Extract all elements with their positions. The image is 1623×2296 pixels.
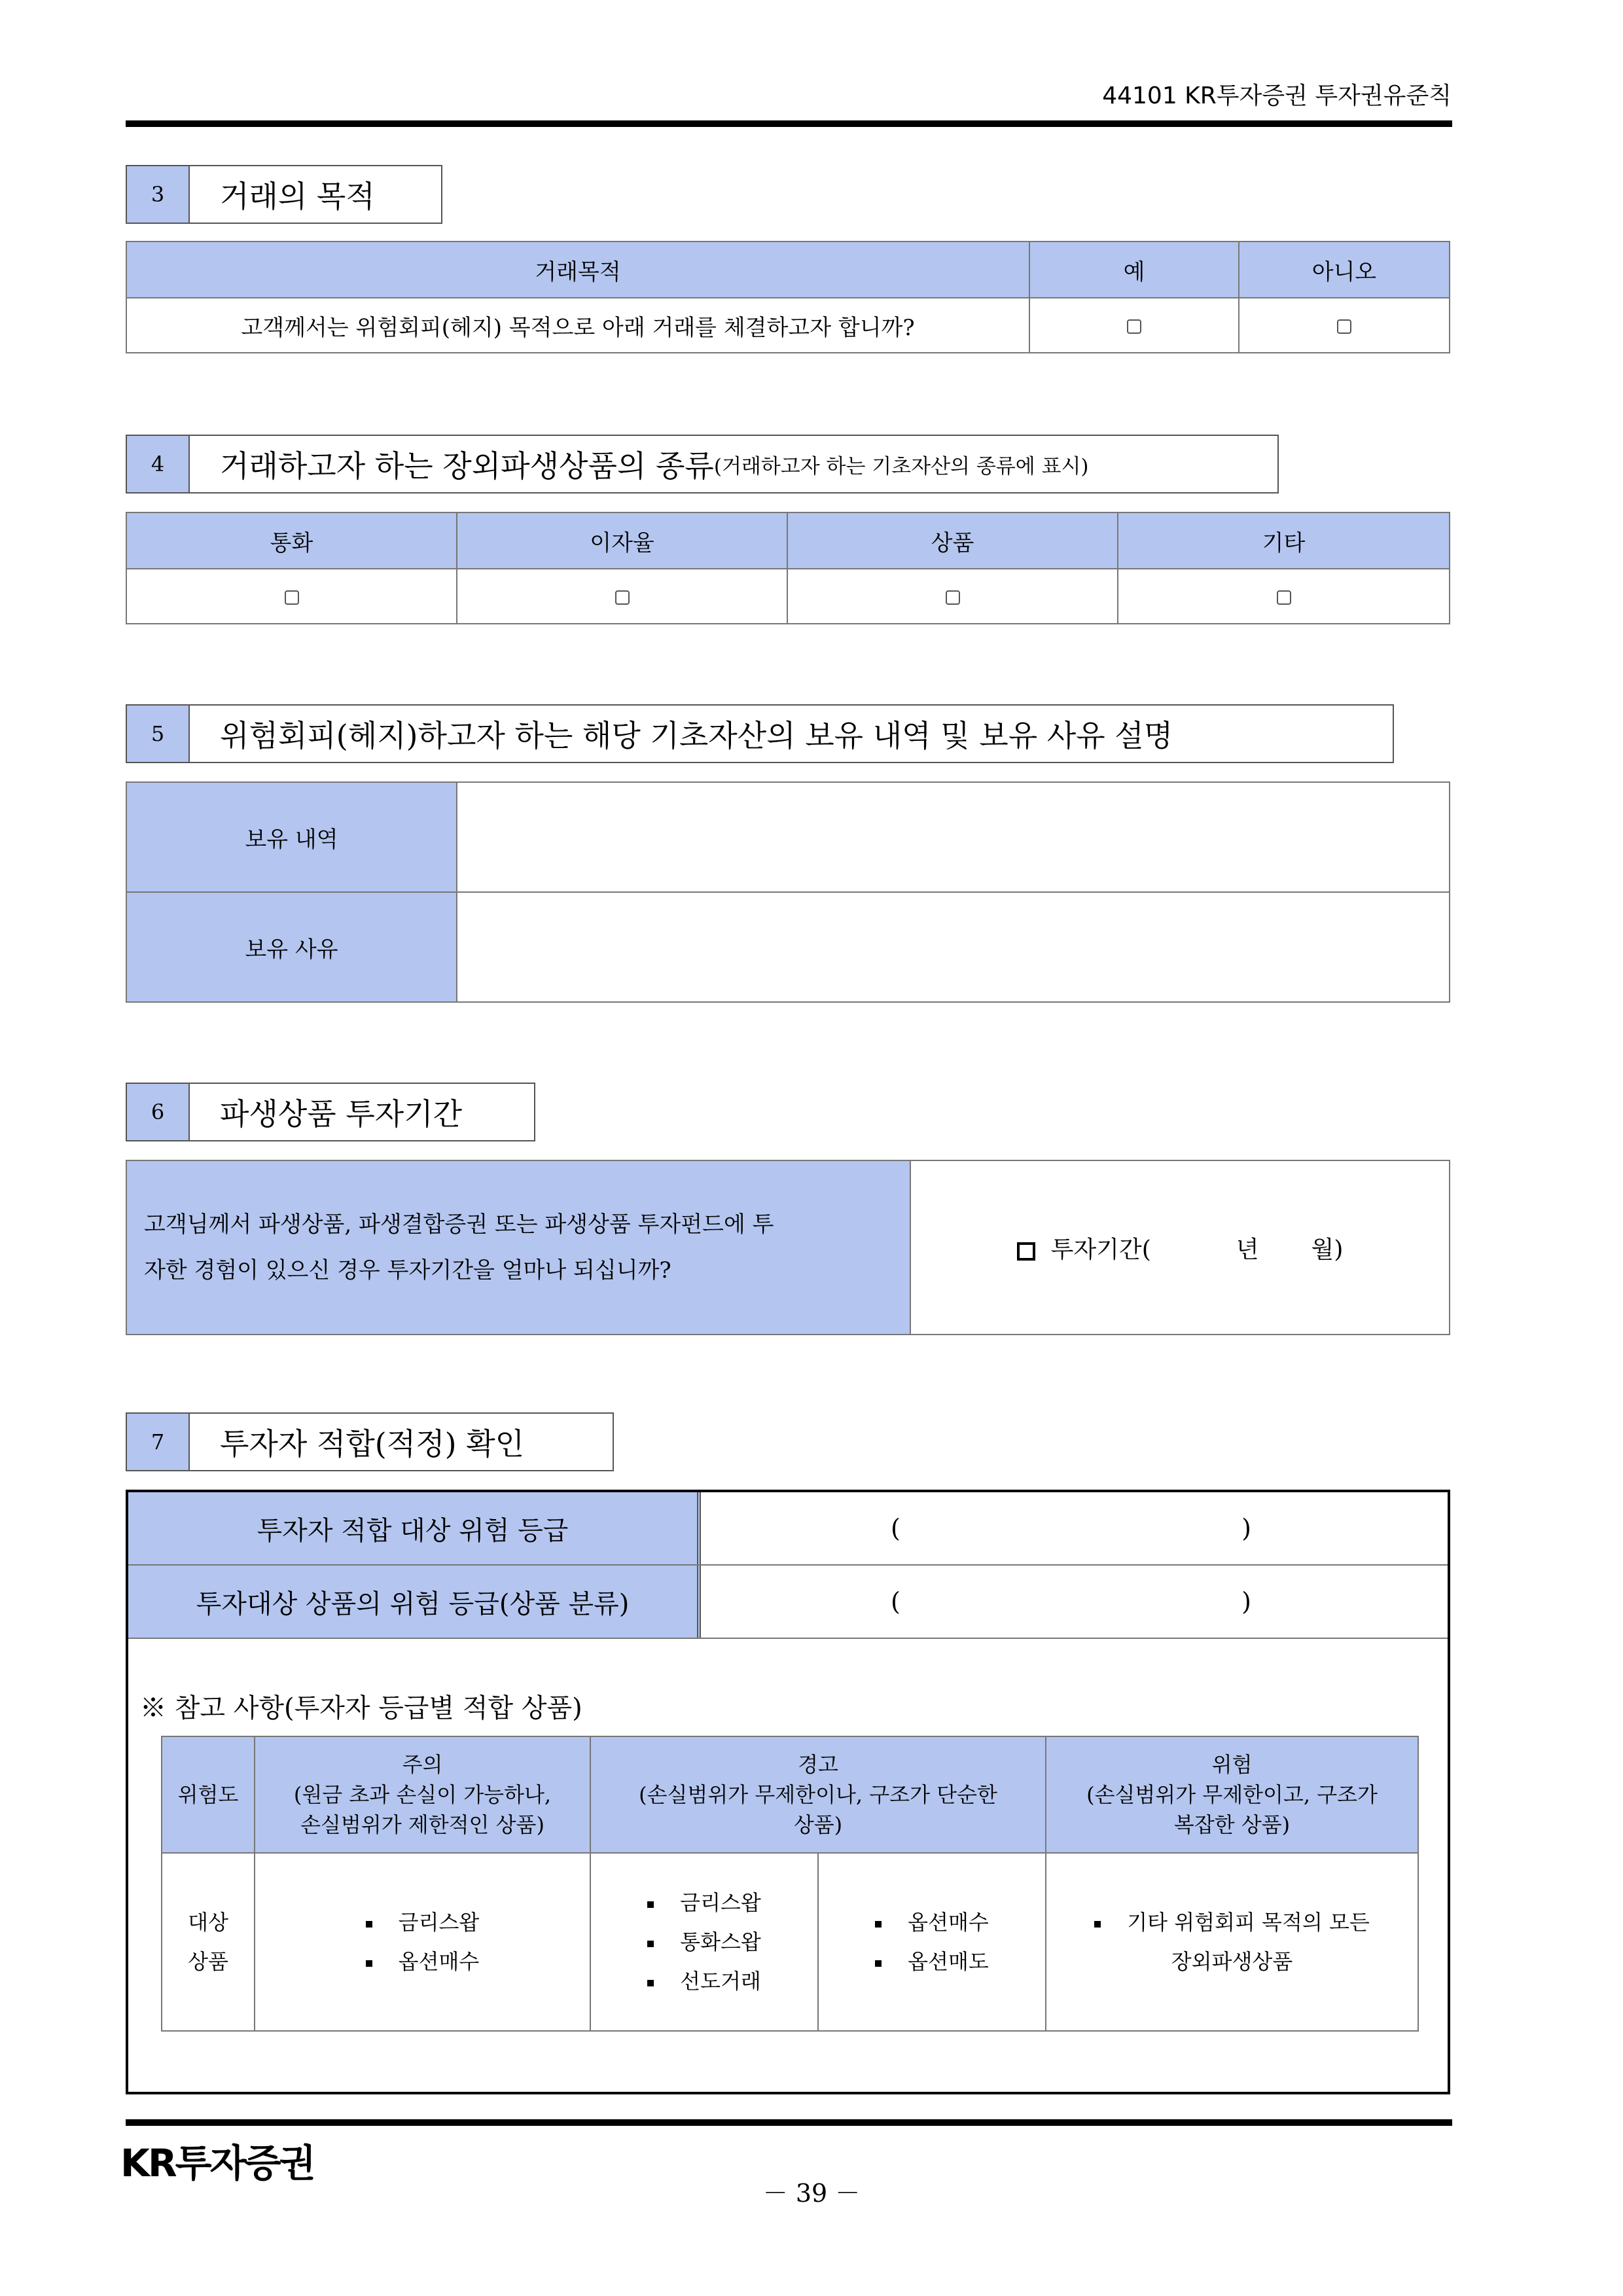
purpose-header: 거래목적 (126, 242, 1029, 298)
danger-products (1046, 1853, 1418, 2031)
target-label-2: 상품 (188, 1949, 228, 1974)
section-4-title-box (190, 435, 1279, 493)
list-item: 옵션매수 (875, 1903, 989, 1942)
type-header-commodity: 상품 (787, 512, 1118, 569)
year-label: 년 (1236, 1236, 1259, 1263)
bullet-icon (647, 1901, 654, 1908)
warning-desc-1: (손실범위가 무제한이나, 구조가 단순한 (639, 1782, 997, 1807)
type-cell-currency (126, 569, 457, 624)
section-7-number: 7 (126, 1412, 190, 1471)
header-rule (126, 120, 1452, 127)
no-cell (1239, 298, 1450, 353)
danger-desc-1: (손실범위가 무제한이고, 구조가 (1086, 1782, 1378, 1807)
currency-checkbox[interactable] (285, 590, 299, 605)
footer-rule (126, 2119, 1452, 2126)
investor-risk-grade-label: 투자자 적합 대상 위험 등급 (128, 1492, 701, 1564)
no-checkbox[interactable] (1337, 319, 1351, 334)
hedge-question: 고객께서는 위험회피(헤지) 목적으로 아래 거래를 체결하고자 합니까? (126, 298, 1029, 353)
list-item: 금리스왑 (366, 1903, 480, 1942)
warning-header (590, 1736, 1046, 1853)
section-4-number: 4 (126, 435, 190, 493)
page-number: － 39 － (762, 2179, 861, 2208)
risk-level-header: 위험도 (162, 1736, 255, 1853)
interest-rate-checkbox[interactable] (615, 590, 630, 605)
section-4-subtitle: (거래하고자 하는 기초자산의 종류에 표시) (713, 454, 1089, 478)
warning-products-a (590, 1853, 818, 2031)
danger-item-continued: 장외파생상품 (1171, 1949, 1293, 1974)
derivative-type-table (126, 512, 1450, 624)
list-item: 기타 위험회피 목적의 모든 (1046, 1903, 1418, 1942)
holding-reason-label: 보유 사유 (126, 892, 457, 1002)
yes-header: 예 (1029, 242, 1239, 298)
type-header-currency: 통화 (126, 512, 457, 569)
period-label: 투자기간( (1050, 1236, 1151, 1263)
reference-table (161, 1736, 1419, 2032)
section-6-title: 파생상품 투자기간 (190, 1083, 535, 1141)
investment-period-checkbox[interactable] (1017, 1242, 1035, 1261)
investment-period-table (126, 1160, 1450, 1335)
suitability-box (126, 1490, 1450, 2094)
caution-title: 주의 (402, 1752, 443, 1777)
list-item: 통화스왑 (647, 1922, 761, 1962)
reference-note: ※ 참고 사항(투자자 등급별 적합 상품) (140, 1693, 582, 1723)
type-cell-commodity (787, 569, 1118, 624)
caution-header (255, 1736, 590, 1853)
purpose-table (126, 241, 1450, 353)
danger-desc-2: 복잡한 상품) (1173, 1812, 1291, 1837)
product-risk-grade-value[interactable] (701, 1566, 1448, 1638)
paren-open: ( (891, 1514, 901, 1543)
list-item: 금리스왑 (647, 1883, 761, 1922)
section-5-number: 5 (126, 704, 190, 763)
bullet-icon (647, 1941, 654, 1947)
bullet-icon (366, 1921, 372, 1928)
question-line-2: 자한 경험이 있으신 경우 투자기간을 얼마나 되십니까? (144, 1257, 671, 1283)
warning-products-b (818, 1853, 1046, 2031)
investment-period-question (126, 1160, 910, 1335)
section-5-title: 위험회피(헤지)하고자 하는 해당 기초자산의 보유 내역 및 보유 사유 설명 (190, 704, 1394, 763)
caution-desc-1: (원금 초과 손실이 가능하나, (293, 1782, 552, 1807)
caution-desc-2: 손실범위가 제한적인 상품) (300, 1812, 544, 1837)
type-header-interest-rate: 이자율 (457, 512, 787, 569)
question-line-1: 고객님께서 파생상품, 파생결합증권 또는 파생상품 투자펀드에 투 (144, 1211, 774, 1238)
holdings-table (126, 781, 1450, 1003)
caution-products (255, 1853, 590, 2031)
month-label: 월) (1311, 1236, 1344, 1263)
product-risk-grade-label: 투자대상 상품의 위험 등급(상품 분류) (128, 1566, 701, 1638)
other-checkbox[interactable] (1277, 590, 1291, 605)
document-header: 44101 KR투자증권 투자권유준칙 (1102, 82, 1452, 109)
holdings-label: 보유 내역 (126, 782, 457, 892)
section-7-title: 투자자 적합(적정) 확인 (190, 1412, 614, 1471)
type-cell-interest-rate (457, 569, 787, 624)
list-item: 옵션매수 (366, 1942, 480, 1981)
commodity-checkbox[interactable] (946, 590, 960, 605)
no-header: 아니오 (1239, 242, 1450, 298)
section-4-title: 거래하고자 하는 장외파생상품의 종류 (220, 448, 714, 484)
type-header-other: 기타 (1118, 512, 1450, 569)
bullet-icon (366, 1960, 372, 1967)
bullet-icon (647, 1980, 654, 1986)
company-logo: KR투자증권 (120, 2141, 314, 2185)
bullet-icon (1094, 1921, 1101, 1928)
investment-period-answer (910, 1160, 1450, 1335)
target-label-1: 대상 (188, 1910, 228, 1935)
yes-cell (1029, 298, 1239, 353)
warning-desc-2: 상품) (793, 1812, 843, 1837)
list-item: 선도거래 (647, 1962, 761, 2001)
danger-title: 위험 (1211, 1752, 1253, 1777)
section-3-number: 3 (126, 165, 190, 224)
investor-risk-grade-value[interactable] (701, 1492, 1448, 1564)
section-6-number: 6 (126, 1083, 190, 1141)
yes-checkbox[interactable] (1127, 319, 1141, 334)
type-cell-other (1118, 569, 1450, 624)
warning-title: 경고 (798, 1752, 838, 1777)
bullet-icon (875, 1921, 882, 1928)
holdings-input[interactable] (457, 782, 1450, 892)
paren-close: ) (1241, 1514, 1251, 1543)
bullet-icon (875, 1960, 882, 1967)
paren-open: ( (891, 1587, 901, 1616)
danger-header (1046, 1736, 1418, 1853)
list-item: 옵션매도 (875, 1942, 989, 1981)
target-products-label (162, 1853, 255, 2031)
holding-reason-input[interactable] (457, 892, 1450, 1002)
suitability-row-investor-grade (128, 1492, 1448, 1566)
suitability-row-product-grade (128, 1566, 1448, 1639)
paren-close: ) (1241, 1587, 1251, 1616)
section-3-title: 거래의 목적 (190, 165, 442, 224)
